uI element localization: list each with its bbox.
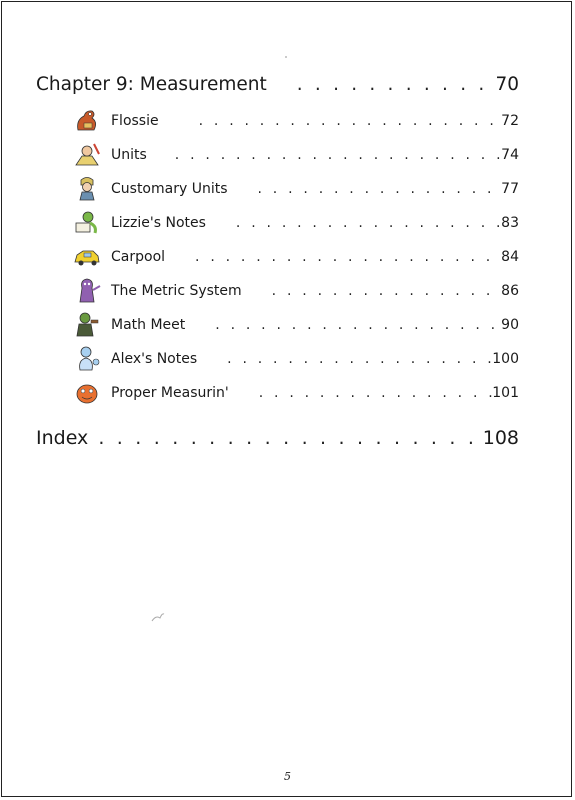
dot-leader [229,385,493,401]
item-title: Math Meet [111,317,186,333]
dot-leader [267,74,496,95]
purple-monster-icon [72,276,102,304]
chapter-title: Chapter 9: Measurement [36,74,267,95]
item-page: 72 [501,113,519,129]
toc-item[interactable] [111,113,519,129]
dot-leader [228,181,502,197]
item-page: 84 [501,249,519,265]
item-page: 83 [501,215,519,231]
dot-leader [185,317,501,333]
item-page: 100 [492,351,519,367]
item-title: Alex's Notes [111,351,198,367]
item-page: 74 [501,147,519,163]
toc-item[interactable] [111,385,519,401]
dot-leader [165,249,501,265]
item-title: Flossie [111,113,159,129]
dwarf-character-icon [72,174,102,202]
toc-item[interactable] [111,351,519,367]
toc-chapter-entry[interactable] [36,74,519,95]
page-number: 5 [284,770,291,783]
dot-leader [159,113,502,129]
pencil-scribble-icon [150,610,166,624]
item-title: Customary Units [111,181,228,197]
index-page: 108 [482,427,519,449]
item-title: The Metric System [111,283,242,299]
dot-leader [197,351,492,367]
orange-creature-icon [72,378,102,406]
toc-item[interactable] [111,283,519,299]
toc-item[interactable] [111,249,519,265]
stray-mark [285,56,287,58]
green-ogre-icon [72,310,102,338]
chapter-page: 70 [495,74,519,95]
dragon-character-icon [72,106,102,134]
dot-leader [206,215,501,231]
dot-leader [147,147,501,163]
toc-item[interactable] [111,317,519,333]
item-page: 101 [492,385,519,401]
item-page: 86 [501,283,519,299]
item-page: 90 [501,317,519,333]
item-title: Lizzie's Notes [111,215,206,231]
toc-item[interactable] [111,147,519,163]
car-icon [72,242,102,270]
toc-item[interactable] [111,215,519,231]
toc-item[interactable] [111,181,519,197]
item-title: Proper Measurin' [111,385,229,401]
dot-leader [242,283,502,299]
item-page: 77 [501,181,519,197]
item-title: Units [111,147,147,163]
item-title: Carpool [111,249,166,265]
dot-leader [88,427,482,449]
lizard-character-icon [72,208,102,236]
toc-index-entry[interactable] [36,427,519,449]
index-title: Index [36,427,89,449]
blue-character-icon [72,344,102,372]
character-with-ruler-icon [72,140,102,168]
